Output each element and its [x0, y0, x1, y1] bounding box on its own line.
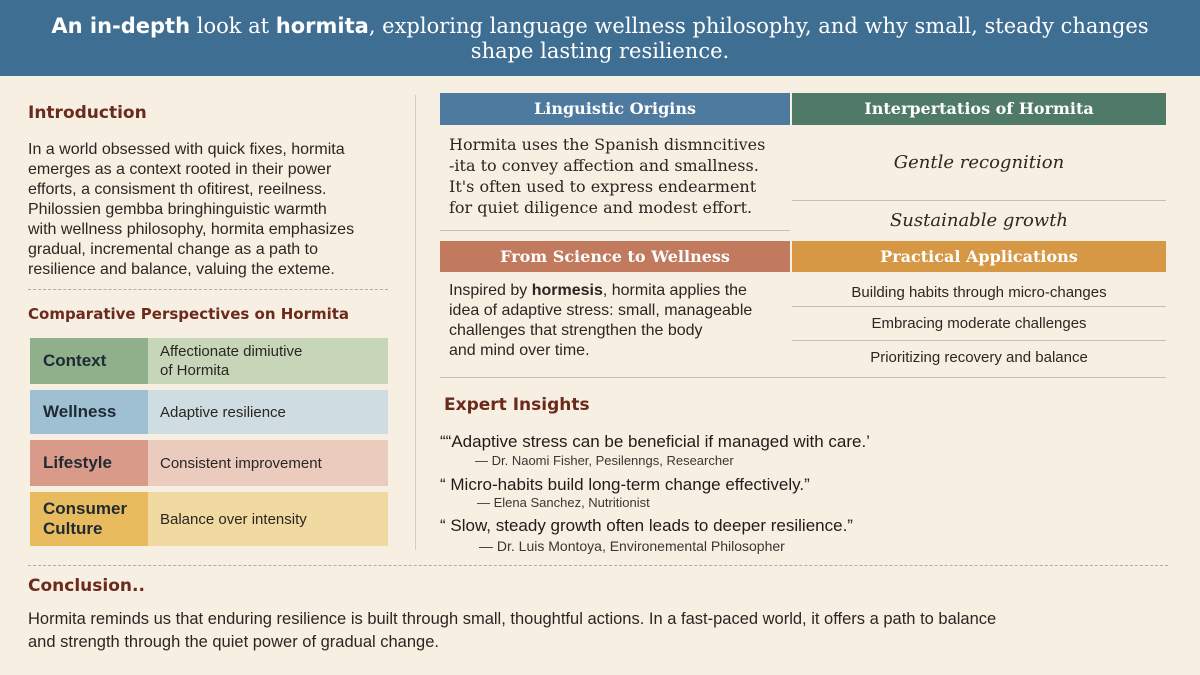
header-banner	[0, 0, 1200, 76]
banner-line-2: shape lasting resilience.	[470, 39, 730, 63]
science-line: challenges that strengthen the body	[449, 322, 703, 339]
science-text: , hormita applies the	[602, 282, 747, 299]
expert-insights-title: Expert Insights	[444, 395, 590, 415]
intro-line: Philossien gembba bringhinguistic warmth	[28, 201, 327, 218]
introduction-text	[28, 140, 418, 280]
divider	[792, 200, 1166, 201]
science-text: Inspired by	[449, 282, 532, 299]
divider	[792, 340, 1166, 341]
conclusion-line: and strength through the quiet power of gradual change.	[28, 633, 439, 651]
science-line: and mind over time.	[449, 342, 590, 359]
comparison-row-context	[30, 338, 388, 384]
divider	[792, 306, 1166, 307]
interpretation-item: Sustainable growth	[889, 210, 1069, 231]
comparison-key: Wellness	[30, 390, 148, 434]
banner-text-1: look at	[190, 14, 276, 38]
comparison-row-wellness	[30, 390, 388, 434]
comparison-key-line: Consumer	[43, 499, 128, 518]
interpretations-header: Interpertatios of Hormita	[792, 93, 1166, 125]
comparison-key: Context	[30, 338, 148, 384]
comparison-value	[148, 338, 388, 384]
comparison-value: Balance over intensity	[148, 492, 388, 546]
science-to-wellness-text	[449, 281, 752, 361]
column-divider	[415, 95, 416, 550]
linguistic-line: for quiet diligence and modest effort.	[449, 198, 753, 217]
linguistic-line: Hormita uses the Spanish dismncitives	[449, 135, 766, 154]
linguistic-origins-text	[449, 134, 765, 218]
banner-line-1	[0, 14, 1200, 39]
comparison-value: Consistent improvement	[148, 440, 388, 486]
quote-attribution: — Elena Sanchez, Nutritionist	[477, 495, 650, 510]
intro-line: gradual, incremental change as a path to	[28, 241, 318, 258]
linguistic-origins-header: Linguistic Origins	[440, 93, 790, 125]
divider	[440, 377, 1166, 378]
divider	[28, 289, 388, 290]
expert-quote: “ Slow, steady growth often leads to deeper resilience.”	[440, 516, 853, 535]
banner-bold-1: An in-depth	[51, 14, 191, 38]
application-item: Embracing moderate challenges	[871, 315, 1087, 332]
application-item: Prioritizing recovery and balance	[870, 349, 1088, 366]
science-line	[449, 281, 752, 301]
science-bold-term: hormesis	[531, 282, 603, 299]
comparison-key: Lifestyle	[30, 440, 148, 486]
comparison-key-line: Culture	[43, 519, 103, 538]
practical-applications-header: Practical Applications	[792, 241, 1166, 272]
conclusion-text	[28, 608, 1178, 654]
linguistic-line: It's often used to express endearment	[449, 177, 757, 196]
divider	[440, 230, 790, 231]
intro-line: with wellness philosophy, hormita emphasizes	[28, 221, 355, 238]
conclusion-line: Hormita reminds us that enduring resilience is built through small, thoughtful actions. In a fast-paced world, it offers a path to balance	[28, 610, 997, 628]
intro-line: resilience and balance, valuing the exteme.	[28, 261, 335, 278]
interpretation-item: Gentle recognition	[893, 152, 1065, 173]
banner-bold-2: hormita	[275, 14, 369, 38]
intro-line: efforts, a consisment th ofitirest, reeilness.	[28, 181, 327, 198]
comparison-value-line: Affectionate dimiutive	[160, 343, 303, 360]
comparative-title: Comparative Perspectives on Hormita	[28, 305, 350, 323]
intro-line: In a world obsessed with quick fixes, hormita	[28, 141, 345, 158]
divider	[28, 565, 1168, 566]
comparison-row-lifestyle	[30, 440, 388, 486]
expert-quote: “ Micro-habits build long-term change effectively.”	[440, 475, 810, 494]
comparison-key	[30, 492, 148, 546]
comparison-row-consumer-culture	[30, 492, 388, 546]
application-item: Building habits through micro-changes	[851, 284, 1107, 301]
comparison-value-line: of Hormita	[160, 362, 230, 379]
conclusion-title: Conclusion..	[28, 576, 145, 596]
banner-text-2: , exploring language wellness philosophy, and why small, steady changes	[368, 14, 1149, 38]
science-line: idea of adaptive stress: small, manageable	[449, 302, 753, 319]
intro-line: emerges as a context rooted in their power	[28, 161, 332, 178]
expert-quote: ““Adaptive stress can be beneficial if managed with care.’	[440, 432, 870, 451]
quote-attribution: — Dr. Luis Montoya, Environemental Philosopher	[479, 538, 785, 554]
introduction-title: Introduction	[28, 103, 147, 123]
quote-attribution: — Dr. Naomi Fisher, Pesilenngs, Researcher	[475, 453, 734, 468]
science-to-wellness-header: From Science to Wellness	[440, 241, 790, 272]
linguistic-line: -ita to convey affection and smallness.	[449, 156, 759, 175]
comparison-value: Adaptive resilience	[148, 390, 388, 434]
